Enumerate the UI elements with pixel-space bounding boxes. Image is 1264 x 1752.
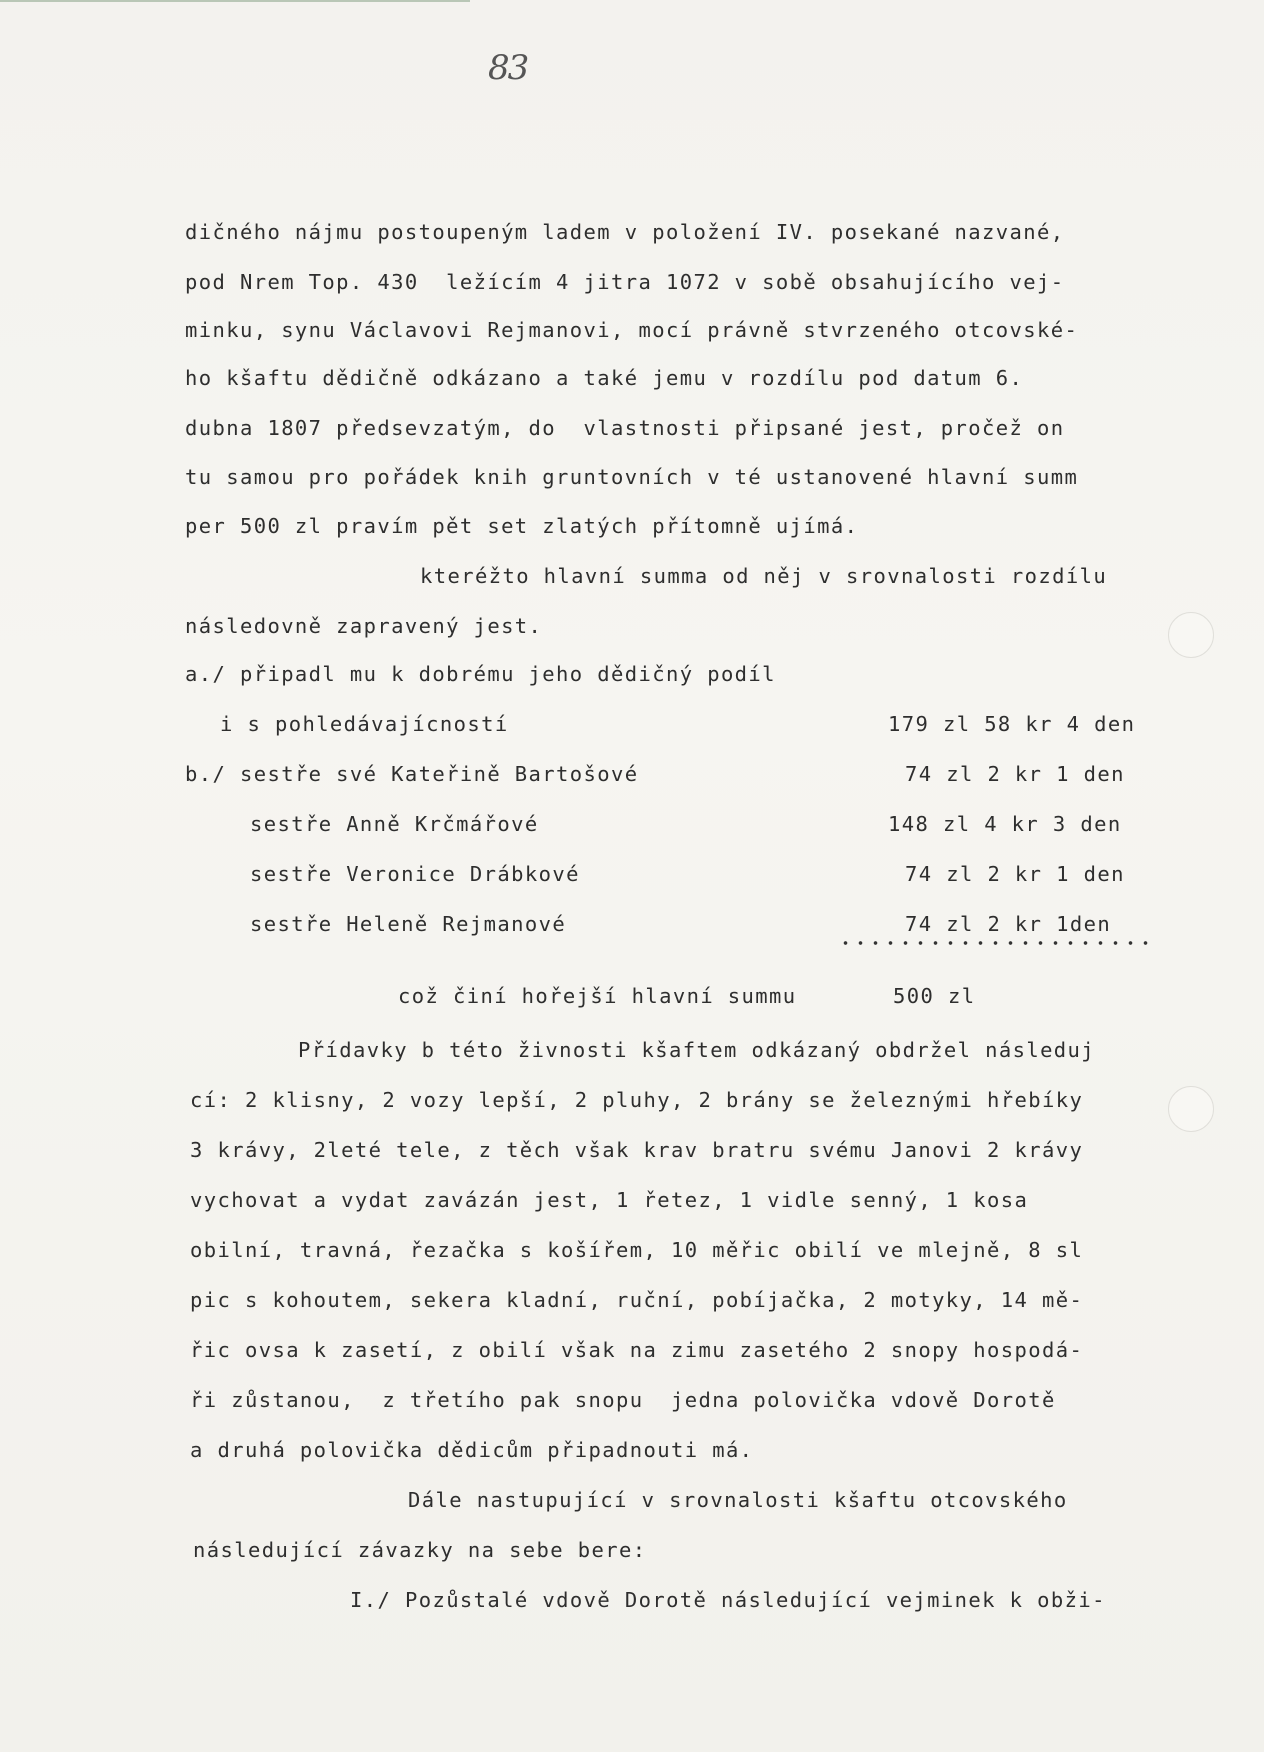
item-label: i s pohledávajícností [220, 712, 509, 736]
total-amount: 500 zl [893, 984, 976, 1008]
text-line: vychovat a vydat zavázán jest, 1 řetez, 1 vidle senný, 1 kosa [190, 1188, 1029, 1212]
item-label: sestře Veronice Drábkové [250, 862, 580, 886]
text-line: tu samou pro pořádek knih gruntovních v té ustanovené hlavní summ [185, 465, 1079, 489]
text-line: pic s kohoutem, sekera kladní, ruční, pobíjačka, 2 motyky, 14 mě- [190, 1288, 1084, 1312]
item-amount: 74 zl 2 kr 1 den [905, 762, 1125, 786]
top-edge-line [0, 0, 470, 2]
item-amount: 179 zl 58 kr 4 den [888, 712, 1136, 736]
text-line: ho kšaftu dědičně odkázano a také jemu v rozdílu pod datum 6. [185, 366, 1024, 390]
item-amount: 148 zl 4 kr 3 den [888, 812, 1122, 836]
item-label: sestře Heleně Rejmanové [250, 912, 567, 936]
item-amount: 74 zl 2 kr 1 den [905, 862, 1125, 886]
text-line: Dále nastupující v srovnalosti kšaftu otcovského [408, 1488, 1068, 1512]
text-line: následující závazky na sebe bere: [193, 1538, 647, 1562]
punch-hole [1168, 612, 1214, 658]
item-label: b./ sestře své Kateřině Bartošové [185, 762, 639, 786]
page-number: 83 [488, 48, 528, 88]
text-line: per 500 zl pravím pět set zlatých přítomně ujímá. [185, 514, 859, 538]
item-amount: 74 zl 2 kr 1den [905, 912, 1112, 936]
text-line: I./ Pozůstalé vdově Dorotě následující vejminek k obži- [350, 1588, 1106, 1612]
text-line: ři zůstanou, z třetího pak snopu jedna polovička vdově Dorotě [190, 1388, 1056, 1412]
text-line: 3 krávy, 2leté tele, z těch však krav bratru svému Janovi 2 krávy [190, 1138, 1084, 1162]
total-label: což činí hořejší hlavní summu [398, 984, 797, 1008]
text-line: cí: 2 klisny, 2 vozy lepší, 2 pluhy, 2 brány se železnými hřebíky [190, 1088, 1084, 1112]
item-label: sestře Anně Krčmářové [250, 812, 539, 836]
text-line: kteréžto hlavní summa od něj v srovnalosti rozdílu [420, 564, 1108, 588]
text-line: řic ovsa k zasetí, z obilí však na zimu zasetého 2 snopy hospodá- [190, 1338, 1084, 1362]
text-line: Přídavky b této živnosti kšaftem odkázaný obdržel následuj [298, 1038, 1096, 1062]
text-line: dičného nájmu postoupeným ladem v položení IV. posekané nazvané, [185, 220, 1065, 244]
text-line: a./ připadl mu k dobrému jeho dědičný podíl [185, 662, 776, 686]
text-line: a druhá polovička dědicům připadnouti má. [190, 1438, 754, 1462]
text-line: pod Nrem Top. 430 ležícím 4 jitra 1072 v sobě obsahujícího vej- [185, 270, 1065, 294]
punch-hole [1168, 1086, 1214, 1132]
text-line: dubna 1807 předsevzatým, do vlastnosti připsané jest, pročež on [185, 416, 1065, 440]
text-line: následovně zapravený jest. [185, 614, 543, 638]
sum-dotted-rule [838, 940, 1148, 946]
text-line: obilní, travná, řezačka s košířem, 10 měřic obilí ve mlejně, 8 sl [190, 1238, 1084, 1262]
text-line: minku, synu Václavovi Rejmanovi, mocí právně stvrzeného otcovské- [185, 318, 1079, 342]
